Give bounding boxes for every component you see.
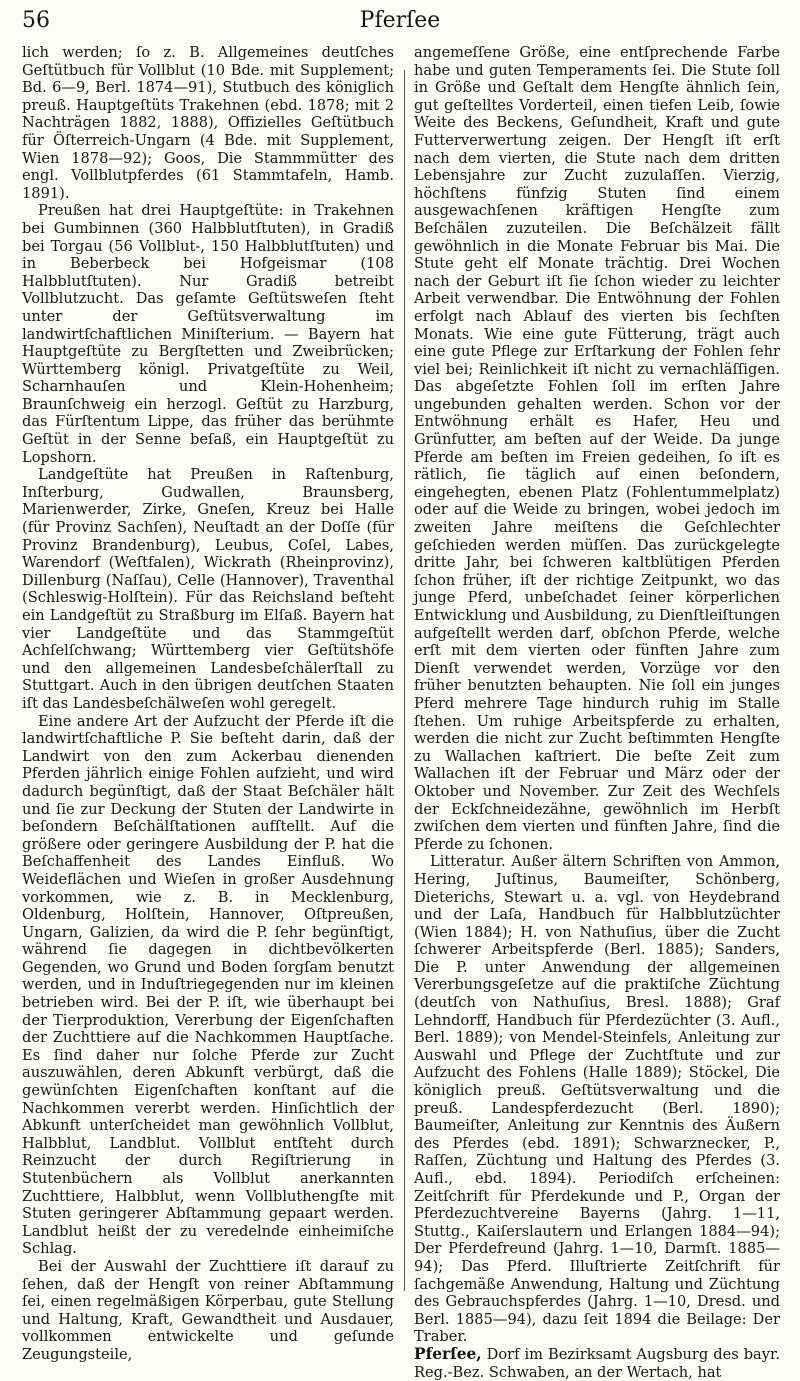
column-divider xyxy=(404,70,405,1291)
right-column xyxy=(414,44,780,1381)
paragraph: Eine andere Art der Aufzucht der Pferde iſt die landwirtſchaftliche P. Sie beſteht darin, daß der Landwirt von den zum Ackerbau dienenden Pferden jährlich einige Fohlen aufzieht, und wird dadurch begünſtigt, daß der Staat Beſchäler hält und ſie zur Deckung der Stuten der Landwirte in beſondern Beſchälſtationen aufſtellt. Auf die größere oder geringere Ausbildung der P. hat die Beſchaffenheit des Landes Einfluß. Wo Weideflächen und Wieſen in großer Ausdehnung vorkommen, wie z. B. in Mecklenburg, Oldenburg, Holſtein, Hannover, Oſtpreußen, Ungarn, Galizien, da wird die P. ſehr begünſtigt, während ſie dagegen in dichtbevölkerten Gegenden, wo Grund und Boden ſorgſam benutzt werden, und in Induſtriegegenden nur im kleinen betrieben wird. Bei der P. iſt, wie überhaupt bei der Tierproduktion, Vererbung der Eigenſchaften der Zuchttiere auf die Nachkommen Hauptſache. Es ſind daher nur ſolche Pferde zur Zucht auszuwählen, deren Abkunft verbürgt, daß die gewünſchten Eigenſchaften konſtant auf die Nachkommen vererbt werden. Hinſichtlich der Abkunft unterſcheidet man gewöhnlich Vollblut, Halbblut, Landblut. Vollblut entſteht durch Reinzucht der durch Regiſtrierung in Stutenbüchern als Vollblut anerkannten Zuchttiere, Halbblut, wenn Vollbluthengſte mit Stuten geringerer Abſtammung gepaart werden. Landblut heißt der zu veredelnde einheimiſche Schlag. xyxy=(22,712,394,1258)
paragraph: Litteratur. Außer ältern Schriften von Ammon, Hering, Juſtinus, Baumeiſter, Schönberg, Dieterichs, Stewart u. a. vgl. von Heydebrand und der Laſa, Handbuch für Halbblutzüchter (Wien 1884); H. von Nathuſius, über die Zucht ſchwerer Arbeitspferde (Berl. 1885); Sanders, Die P. unter Anwendung der allgemeinen Vererbungsgeſetze auf die praktiſche Züchtung (deutſch von Nathuſius, Bresl. 1888); Graf Lehndorff, Handbuch für Pferdezüchter (3. Aufl., Berl. 1889); von Mendel-Steinfels, Anleitung zur Auswahl und Pflege der Zuchtſtute und zur Aufzucht des Fohlens (Halle 1889); Stöckel, Die königlich preuß. Geſtütsverwaltung und die preuß. Landespferdezucht (Berl. 1890); Baumeiſter, Anleitung zur Kenntnis des Äußern des Pferdes (ebd. 1891); Schwarznecker, P., Raſſen, Züchtung und Haltung des Pferdes (3. Aufl., ebd. 1894). Periodiſch erſcheinen: Zeitſchrift für Pferdekunde und P., Organ der Pferdezuchtvereine Bayerns (Jahrg. 1—11, Stuttg., Kaiſerslautern und Erlangen 1884—94); Der Pferdefreund (Jahrg. 1—10, Darmſt. 1885—94); Das Pferd. Illuſtrierte Zeitſchrift für ſachgemäße Anwendung, Haltung und Züchtung des Gebrauchspferdes (Jahrg. 1—10, Dresd. und Berl. 1885—94), dazu ſeit 1894 die Beilage: Der Traber. xyxy=(414,853,780,1346)
paragraph: Preußen hat drei Hauptgeſtüte: in Trakehnen bei Gumbinnen (360 Halbblutſtuten), in Gradiß bei Torgau (56 Vollblut-, 150 Halbblutſtuten) und in Beberbeck bei Hofgeismar (108 Halbblutſtuten). Nur Gradiß betreibt Vollblutzucht. Das geſamte Geſtütsweſen ſteht unter der Geſtütsverwaltung im landwirtſchaftlichen Miniſterium. — Bayern hat Hauptgeſtüte zu Bergſtetten und Zweibrücken; Württemberg königl. Privatgeſtüte zu Weil, Scharnhauſen und Klein-Hohenheim; Braunſchweig ein herzogl. Geſtüt zu Harzburg, das Fürſtentum Lippe, das früher das berühmte Geſtüt in der Senne beſaß, ein Hauptgeſtüt zu Lopshorn. xyxy=(22,202,394,466)
running-title: Pferſee xyxy=(359,8,441,33)
entry-headword: Pferſee, xyxy=(414,1344,482,1363)
entry-pfersee xyxy=(414,1346,780,1381)
paragraph: Landgeſtüte hat Preußen in Raſtenburg, Inſterburg, Gudwallen, Braunsberg, Marienwerder, Zirke, Gneſen, Kreuz bei Halle (für Provinz Sachſen), Neuſtadt an der Doſſe (für Provinz Brandenburg), Leubus, Coſel, Labes, Warendorf (Weſtfalen), Wickrath (Rheinprovinz), Dillenburg (Naſſau), Celle (Hannover), Traventhal (Schleswig-Holſtein). Für das Reichsland beſteht ein Landgeſtüt zu Straßburg im Elſaß. Bayern hat vier Landgeſtüte und das Stammgeſtüt Achſelſchwang; Württemberg vier Geſtütshöfe und den allgemeinen Landesbeſchälerſtall zu Stuttgart. Auch in den übrigen deutſchen Staaten iſt das Landesbeſchälweſen wohl geregelt. xyxy=(22,466,394,712)
page-number: 56 xyxy=(22,8,50,33)
entry-text: Dorf im Bezirksamt Augsburg des bayr. Reg.-Bez. Schwaben, an der Wertach, hat xyxy=(414,1345,780,1381)
paragraph: lich werden; ſo z. B. Allgemeines deutſches Geſtütbuch für Vollblut (10 Bde. mit Supplement; Bd. 6—9, Berl. 1874—91), Stutbuch des königlich preuß. Hauptgeſtüts Trakehnen (ebd. 1878; mit 2 Nachträgen 1882, 1888), Offizielles Geſtütbuch für Öſterreich-Ungarn (4 Bde. mit Supplement, Wien 1878—92); Goos, Die Stammmütter des engl. Vollblutpferdes (61 Stammtafeln, Hamb. 1891). xyxy=(22,44,394,202)
paragraph: Bei der Auswahl der Zuchttiere iſt darauf zu ſehen, daß der Hengſt von reiner Abſtammung ſei, einen regelmäßigen Körperbau, gute Stellung und Haltung, Kraft, Gewandtheit und Ausdauer, vollkommen entwickelte und geſunde Zeugungsteile, xyxy=(22,1257,394,1363)
left-column xyxy=(22,44,394,1363)
page-header xyxy=(22,8,778,42)
paragraph: angemeſſene Größe, eine entſprechende Farbe habe und guten Temperaments ſei. Die Stute ſoll in Größe und Geſtalt dem Hengſte ähnlich ſein, gut geſtelltes Vorderteil, einen tiefen Leib, ſowie Weite des Beckens, Geſundheit, Kraft und gute Futterverwertung zeigen. Der Hengſt iſt erſt nach dem vierten, die Stute nach dem dritten Lebensjahre zur Zucht zuzulaſſen. Vierzig, höchſtens fünfzig Stuten ſind einem ausgewachſenen kräftigen Hengſte zum Beſchälen zuzuteilen. Die Beſchälzeit fällt gewöhnlich in die Monate Februar bis Mai. Die Stute geht elf Monate trächtig. Drei Wochen nach der Geburt iſt ſie ſchon wieder zu leichter Arbeit verwendbar. Die Entwöhnung der Fohlen erfolgt nach Ablauf des vierten bis ſechſten Monats. Wie eine gute Fütterung, trägt auch eine gute Pflege zur Erſtarkung der Fohlen ſehr viel bei; Reinlichkeit iſt nicht zu vernachläſſigen. Das abgeſetzte Fohlen ſoll im erſten Jahre ungebunden gehalten werden. Schon vor der Entwöhnung erhält es Hafer, Heu und Grünfutter, am beſten auf der Weide. Da junge Pferde am beſten im Freien gedeihen, ſo iſt es rätlich, ſie täglich auf einen beſondern, eingehegten, ebenen Platz (Fohlentummelplatz) oder auf die Weide zu bringen, wobei jedoch im zweiten Jahre meiſtens die Geſchlechter geſchieden werden müſſen. Das zurückgelegte dritte Jahr, bei ſchweren kaltblütigen Pferden ſchon früher, iſt der richtige Zeitpunkt, wo das junge Pferd, unbeſchadet ſeiner körperlichen Entwicklung und Ausbildung, zu Dienſtleiſtungen aufgeſtellt werden darf, obſchon Pferde, welche erſt mit dem vierten oder fünften Jahre zum Dienſt verwendet werden, Vorzüge vor den früher benutzten behaupten. Nie ſoll ein junges Pferd mehrere Tage hindurch ruhig im Stalle ſtehen. Um ruhige Arbeitspferde zu erhalten, werden die nicht zur Zucht beſtimmten Hengſte zu Wallachen kaſtriert. Die beſte Zeit zum Wallachen iſt der Februar und März oder der Oktober und November. Zur Zeit des Wechſels der Eckſchneidezähne, gewöhnlich im Herbſt zwiſchen dem vierten und fünften Jahre, ſind die Pferde zu ſchonen. xyxy=(414,44,780,853)
